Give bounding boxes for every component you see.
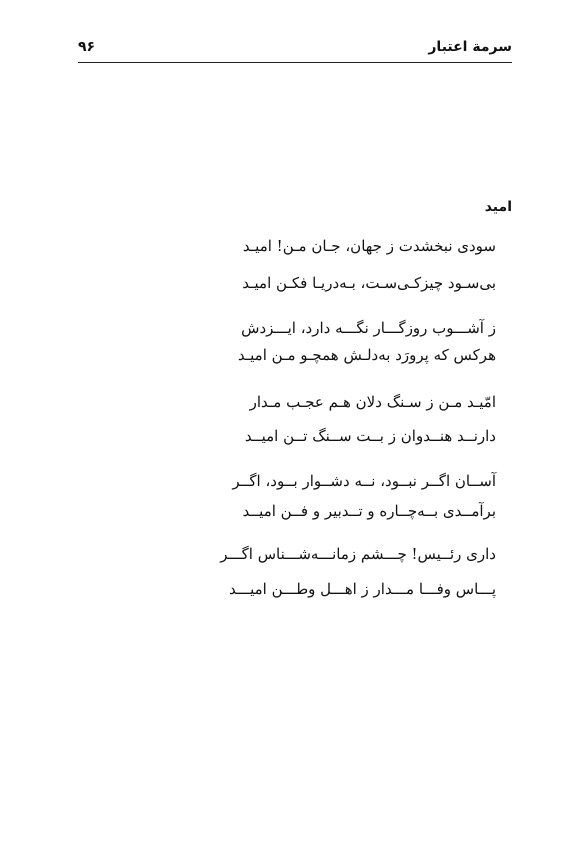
poem-line-7: آســان اگــر نبــود، نــه دشــوار بــود، اگــر [232, 472, 496, 490]
poem-line-3: ز آشـــوب روزگـــار نگـــه دارد، ایـــزدش [241, 319, 496, 337]
poem-title: امید [484, 199, 512, 215]
poem-line-1: سودی نبخشدت ز جهان، جـان مـن! امیـد [242, 237, 496, 255]
poem-line-6: دارنــد هنــدوان ز بــت ســنگ تــن امیــد [244, 427, 496, 445]
poem-line-8: برآمــدی بــه‌چــاره و تــدبیر و فــن امیــد [242, 502, 496, 520]
poem-line-4: هرکس که پرورَد به‌دلـش همچـو مـن امیـد [237, 346, 496, 364]
poem-line-9: داری رئــیس! چـــشم زمانـــه‌شـــناس اگـــر [220, 545, 496, 563]
page-number: ۹۶ [78, 39, 96, 55]
poem-line-2: بی‌سـود چیزکـی‌سـت، بـه‌دریـا فکـن امیـد [242, 274, 496, 292]
book-title: سرمة اعتبار [428, 39, 512, 55]
poem-line-5: امّیـد مـن ز سـنگ دلان هـم عجـب مـدار [249, 393, 496, 411]
running-header [78, 34, 512, 63]
poem-line-10: پـــاس وفـــا مـــدار ز اهـــل وطـــن امیـــد [229, 580, 496, 598]
